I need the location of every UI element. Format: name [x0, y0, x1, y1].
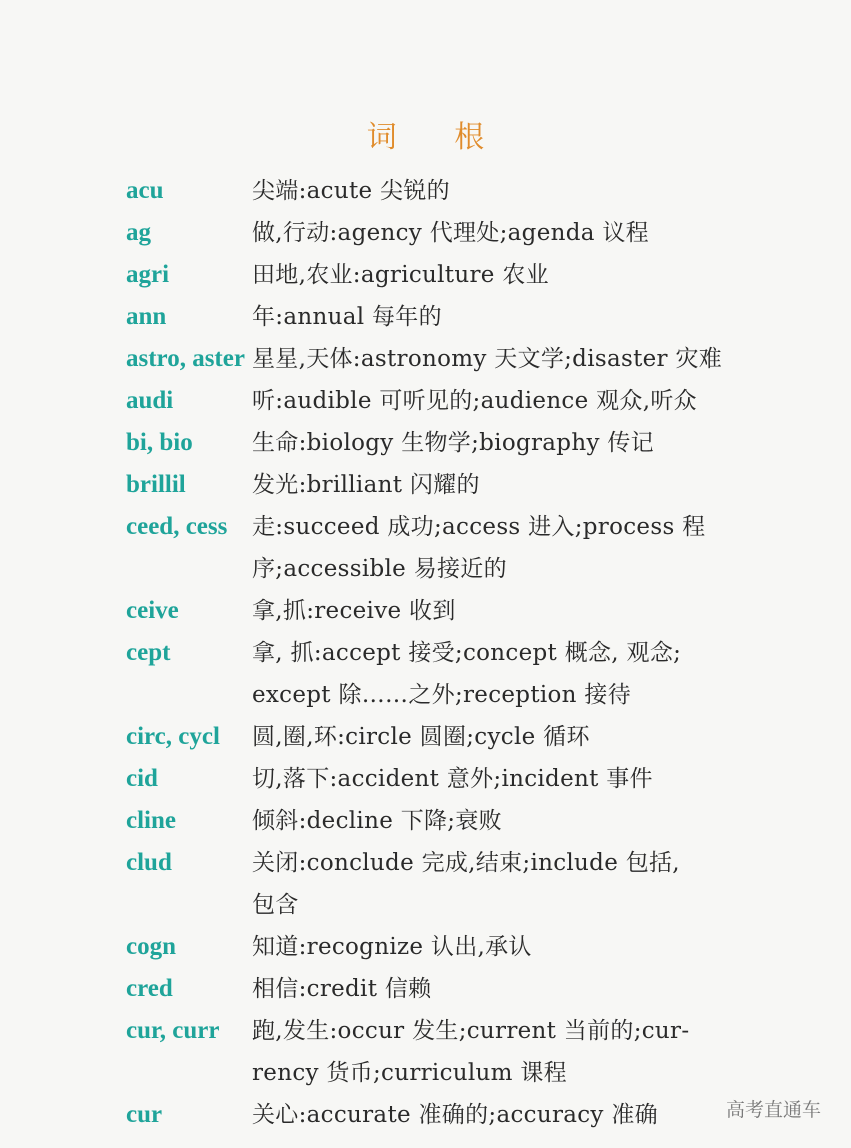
list-item: [0, 800, 851, 842]
word-root-list: [0, 170, 851, 1136]
definition: 相信:credit 信赖: [252, 976, 432, 1002]
word-root: cogn: [126, 933, 176, 960]
definition: 年:annual 每年的: [252, 304, 442, 330]
word-root: cline: [126, 807, 176, 834]
definition: 田地,农业:agriculture 农业: [252, 262, 549, 288]
definition: 关心:accurate 准确的;accuracy 准确: [252, 1102, 658, 1128]
list-item: [0, 632, 851, 716]
watermark: 高考直通车: [725, 1099, 821, 1121]
word-root: ann: [126, 303, 167, 330]
definition: 听:audible 可听见的;audience 观众,听众: [252, 388, 697, 414]
list-item: [0, 926, 851, 968]
list-item: [0, 212, 851, 254]
list-item: [0, 1010, 851, 1094]
word-root: cid: [126, 765, 158, 792]
definition: 尖端:acute 尖锐的: [252, 178, 450, 204]
definition: 切,落下:accident 意外;incident 事件: [252, 766, 653, 792]
definition: 跑,发生:occur 发生;current 当前的;cur- rency 货币;curriculum 课程: [252, 1018, 690, 1086]
list-item: [0, 590, 851, 632]
definition: 发光:brilliant 闪耀的: [252, 472, 480, 498]
definition: 关闭:conclude 完成,结束;include 包括, 包含: [252, 850, 680, 918]
list-item: [0, 338, 851, 380]
list-item: [0, 422, 851, 464]
word-root: ceive: [126, 597, 179, 624]
definition: 走:succeed 成功;access 进入;process 程 序;accessible 易接近的: [252, 514, 706, 582]
word-root: agri: [126, 261, 170, 288]
list-item: [0, 296, 851, 338]
list-item: [0, 716, 851, 758]
list-item: [0, 1094, 851, 1136]
word-root: cept: [126, 639, 171, 666]
word-root: acu: [126, 177, 164, 204]
word-root: audi: [126, 387, 174, 414]
page-title: 词 根: [366, 120, 509, 155]
word-root: astro, aster: [126, 345, 245, 372]
word-root: circ, cycl: [126, 723, 220, 750]
word-root: ag: [126, 219, 151, 246]
word-root: cred: [126, 975, 173, 1002]
word-root: brillil: [126, 471, 186, 498]
list-item: [0, 842, 851, 926]
definition: 倾斜:decline 下降;衰败: [252, 808, 502, 834]
definition: 拿, 抓:accept 接受;concept 概念, 观念; except 除……之外;reception 接待: [252, 640, 682, 708]
definition: 圆,圈,环:circle 圆圈;cycle 循环: [252, 724, 590, 750]
definition: 拿,抓:receive 收到: [252, 598, 456, 624]
list-item: [0, 758, 851, 800]
word-root: clud: [126, 849, 172, 876]
word-root: cur, curr: [126, 1017, 220, 1044]
definition: 星星,天体:astronomy 天文学;disaster 灾难: [252, 346, 723, 372]
word-root: ceed, cess: [126, 513, 228, 540]
list-item: [0, 254, 851, 296]
definition: 做,行动:agency 代理处;agenda 议程: [252, 220, 649, 246]
list-item: [0, 506, 851, 590]
list-item: [0, 380, 851, 422]
definition: 生命:biology 生物学;biography 传记: [252, 430, 654, 456]
definition: 知道:recognize 认出,承认: [252, 934, 532, 960]
word-root: bi, bio: [126, 429, 193, 456]
list-item: [0, 968, 851, 1010]
list-item: [0, 170, 851, 212]
word-root: cur: [126, 1101, 163, 1128]
list-item: [0, 464, 851, 506]
